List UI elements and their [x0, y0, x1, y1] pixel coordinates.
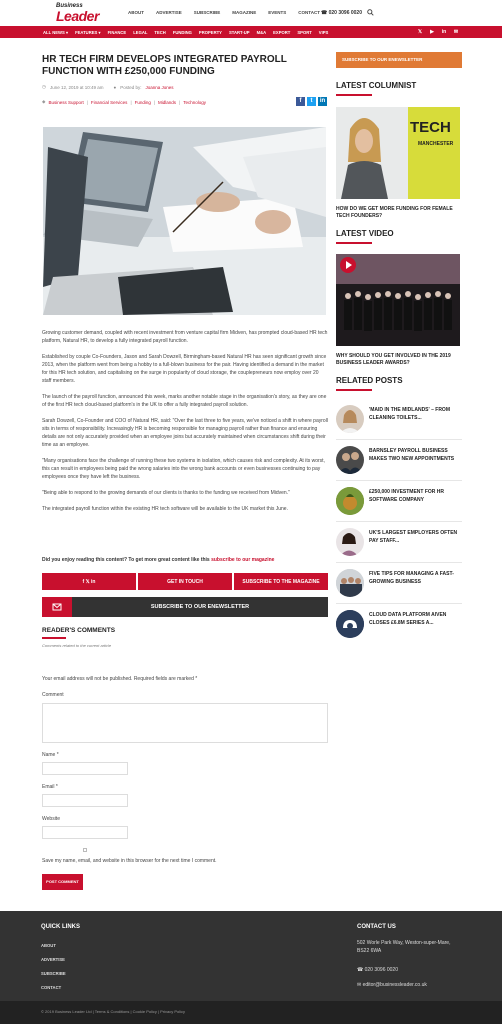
- nav-funding[interactable]: FUNDING: [172, 29, 192, 35]
- columnist-brand-text: TECH: [410, 119, 451, 136]
- top-nav-subscribe[interactable]: SUBSCRIBE: [193, 10, 221, 15]
- get-in-touch-button[interactable]: GET IN TOUCH: [138, 573, 232, 590]
- divider: [336, 439, 462, 440]
- columnist-caption[interactable]: HOW DO WE GET MORE FUNDING FOR FEMALE TECH FOUNDERS?: [336, 206, 453, 219]
- related-post-item[interactable]: [336, 610, 462, 638]
- article-title: HR TECH FIRM DEVELOPS INTEGRATED PAYROLL FUNCTION WITH £250,000 FUNDING: [42, 54, 287, 77]
- related-post-thumbnail: [336, 528, 364, 556]
- article-tags: ◆ Business Support | Financial Services | Funding | Midlands | Technology: [42, 99, 207, 105]
- related-post-title: UK'S LARGEST EMPLOYERS OFTEN PAY STAFF...: [369, 530, 458, 544]
- subscribe-enewsletter-button[interactable]: [42, 597, 328, 617]
- nav-export[interactable]: EXPORT: [273, 29, 291, 35]
- article-meta: [42, 84, 174, 90]
- related-post-item[interactable]: [336, 528, 462, 556]
- search-icon[interactable]: [367, 9, 374, 16]
- nav-sport[interactable]: SPORT: [297, 29, 312, 35]
- comments-heading: READER'S COMMENTS: [42, 627, 116, 634]
- video-caption[interactable]: WHY SHOULD YOU GET INVOLVED IN THE 2019 BUSINESS LEADER AWARDS?: [336, 353, 451, 366]
- related-post-item[interactable]: [336, 446, 462, 474]
- top-bar: [0, 0, 502, 26]
- nav-features[interactable]: FEATURES ▾: [75, 29, 101, 35]
- related-post-thumbnail: [336, 569, 364, 597]
- user-icon: ●: [113, 84, 117, 90]
- tag-financial-services[interactable]: Financial Services: [90, 99, 128, 105]
- comments-subheading: Comments related to the current article: [42, 643, 112, 648]
- cta-buttons: [42, 573, 328, 590]
- subscribe-prompt-text: Did you enjoy reading this content? To get more great content like this: [42, 557, 212, 563]
- article-paragraph: "Being able to respond to the growing demands of our clients is thanks to the funding we received from Midven.": [42, 490, 290, 496]
- nav-all-news[interactable]: ALL NEWS ▾: [43, 29, 69, 35]
- sub-footer: [0, 1001, 502, 1024]
- related-post-item[interactable]: [336, 405, 462, 433]
- contact-us-heading: CONTACT US: [357, 924, 396, 930]
- related-post-thumbnail: [336, 446, 364, 474]
- article-paragraph: Sarah Dowzell, Co-Founder and COO of Natural HR, said: "Over the last three to five years, we've noticed a shift in where payroll sits in terms of responsibility. Increasingly HR is becoming responsible for managing payroll rather than finance and ensuring details are not only accurately provided when an employee joins but accurately maintained when circumstances shift during their time as an employee.: [42, 418, 328, 448]
- website-field[interactable]: [42, 826, 128, 839]
- article-hero-image: [43, 127, 326, 315]
- related-post-thumbnail: [336, 610, 364, 638]
- footer-email[interactable]: ✉ editor@businessleader.co.uk: [357, 982, 427, 988]
- nav-start-up[interactable]: START-UP: [228, 29, 250, 35]
- linkedin-share-icon[interactable]: in: [319, 98, 326, 104]
- nav-vips[interactable]: VIPS: [318, 29, 329, 35]
- related-post-title: £250,000 INVESTMENT FOR HR SOFTWARE COMPANY: [369, 489, 445, 503]
- top-nav-magazine[interactable]: MAGAZINE: [232, 10, 257, 15]
- footer-link-contact[interactable]: CONTACT: [41, 985, 62, 990]
- related-post-title: CLOUD DATA PLATFORM AIVEN CLOSES £6.8M SERIES A...: [369, 612, 447, 626]
- email-field[interactable]: [42, 794, 128, 807]
- twitter-share-icon[interactable]: t: [307, 97, 316, 106]
- top-nav-contact[interactable]: CONTACT: [298, 10, 320, 15]
- related-post-item[interactable]: [336, 487, 462, 515]
- related-post-thumbnail: [336, 405, 364, 433]
- posted-by-label: Posted by:: [120, 84, 142, 90]
- logo-main-text: Leader: [56, 8, 99, 24]
- divider: [336, 562, 462, 563]
- nav-legal[interactable]: LEGAL: [133, 29, 148, 35]
- header-phone[interactable]: ☎ 020 3096 0020: [321, 9, 362, 16]
- site-footer: [0, 911, 502, 1001]
- social-follow-button[interactable]: f 𝕏 in: [42, 573, 136, 590]
- article-paragraph: Growing customer demand, coupled with recent investment from venture capital firm Midven, has prompted cloud-based HR tech platform, Natural HR, to develop a fully integrated payroll function.: [42, 330, 328, 344]
- subscribe-magazine-button[interactable]: SUBSCRIBE TO THE MAGAZINE: [234, 573, 328, 590]
- video-thumbnail[interactable]: [336, 254, 460, 346]
- article-paragraph: Established by couple Co-Founders, Jason and Sarah Dowzell, Birmingham-based Natural HR has seen significant growth since 2013, when the platform went from being a hobby to a full-blown business for the pair. Having identified a demand in the market for this HR tech solution, and capitalising on the surge in popularity of cloud storage, the couplepreneurs now employ over 20 staff members.: [42, 354, 327, 384]
- logo-top-text: Business: [56, 3, 83, 9]
- nav-ma[interactable]: M&A: [256, 29, 267, 35]
- latest-video-heading: LATEST VIDEO: [336, 229, 394, 238]
- subscribe-enewsletter-label: SUBSCRIBE TO OUR ENEWSLETTER: [150, 604, 250, 610]
- heading-underline: [336, 94, 372, 96]
- columnist-brand-sub: MANCHESTER: [418, 141, 454, 147]
- article-body: [42, 329, 328, 521]
- footer-phone[interactable]: ☎ 020 3096 0020: [357, 967, 398, 973]
- article-paragraph: The launch of the payroll function, announced this week, marks another notable stage in the organisation's story, as they are one of the first HR tech cloud-based platform's in the UK to offer a fully integrated payroll solution.: [42, 394, 327, 408]
- name-field[interactable]: [42, 762, 128, 775]
- related-post-title: FIVE TIPS FOR MANAGING A FAST-GROWING BUSINESS: [369, 571, 454, 585]
- email-notice: Your email address will not be published. Required fields are marked *: [42, 676, 198, 682]
- post-comment-button[interactable]: POST COMMENT: [42, 874, 83, 890]
- email-label: Email *: [42, 784, 58, 790]
- latest-columnist-heading: LATEST COLUMNIST: [336, 81, 417, 90]
- nav-finance[interactable]: FINANCE: [107, 29, 127, 35]
- tag-icon: ◆: [42, 99, 46, 104]
- columnist-image[interactable]: [336, 107, 460, 199]
- related-post-title: 'MAID IN THE MIDLANDS' – FROM CLEANING TOILETS...: [369, 407, 450, 421]
- heading-underline: [336, 389, 372, 391]
- category-nav: [0, 26, 502, 38]
- save-info-checkbox[interactable]: [83, 848, 87, 852]
- subscribe-prompt: [42, 557, 328, 563]
- copyright-text: © 2019 Business Leader Ltd | Terms & Conditions | Cookie Policy | Privacy Policy: [41, 1009, 186, 1014]
- tag-midlands[interactable]: Midlands: [158, 99, 177, 105]
- name-label: Name *: [42, 752, 59, 758]
- youtube-icon[interactable]: ▶: [430, 28, 434, 35]
- facebook-share-icon[interactable]: f: [296, 97, 305, 106]
- envelope-icon: [42, 597, 72, 617]
- related-posts-heading: RELATED POSTS: [336, 376, 403, 385]
- divider: [336, 603, 462, 604]
- top-nav-advertise[interactable]: ADVERTISE: [156, 10, 182, 15]
- save-info-label: Save my name, email, and website in this browser for the next time I comment.: [42, 858, 217, 864]
- sidebar-subscribe-banner[interactable]: SUBSCRIBE TO OUR ENEWSLETTER: [336, 52, 462, 68]
- tag-funding[interactable]: Funding: [134, 99, 151, 105]
- calendar-icon: ◷: [42, 84, 46, 89]
- footer-link-subscribe[interactable]: SUBSCRIBE: [41, 971, 66, 976]
- article-paragraph: The integrated payroll function within the existing HR tech software will be available to the UK market this June.: [42, 506, 288, 512]
- tag-technology[interactable]: Technology: [183, 99, 207, 105]
- quick-links-heading: QUICK LINKS: [41, 924, 80, 930]
- related-post-title: BARNSLEY PAYROLL BUSINESS MAKES TWO NEW APPOINTMENTS: [369, 448, 455, 462]
- site-logo[interactable]: [56, 3, 112, 23]
- comment-textarea[interactable]: [42, 703, 328, 743]
- article-date: June 12, 2019 at 10:49 am: [49, 84, 104, 90]
- comment-label: Comment: [42, 692, 64, 698]
- heading-underline: [336, 242, 372, 244]
- top-nav-about[interactable]: ABOUT: [128, 10, 144, 15]
- top-nav-events[interactable]: EVENTS: [268, 10, 287, 15]
- footer-link-advertise[interactable]: ADVERTISE: [41, 957, 65, 962]
- nav-tech[interactable]: TECH: [154, 29, 166, 35]
- twitter-icon[interactable]: 𝕏: [417, 28, 423, 35]
- related-post-thumbnail: [336, 487, 364, 515]
- subscribe-magazine-link[interactable]: subscribe to our magazine: [211, 557, 275, 563]
- share-buttons: [296, 97, 327, 106]
- divider: [336, 480, 462, 481]
- linkedin-icon[interactable]: in: [441, 28, 447, 35]
- heading-underline: [42, 637, 66, 639]
- footer-address: 502 Worle Park Way, Weston-super-Mare, BS22 6WA: [357, 940, 451, 954]
- article-paragraph: "Many organisations face the challenge of running these two systems in isolation, which causes risk and complexity. At its worst, this can result in employees being paid the wrong salaries into the wrong bank accounts or even businesses continuing to pay employees once they have left the business.: [42, 458, 325, 480]
- divider: [336, 521, 462, 522]
- related-post-item[interactable]: [336, 569, 462, 597]
- email-icon[interactable]: ✉: [453, 28, 459, 35]
- article-author[interactable]: Joanna Jones: [145, 84, 174, 90]
- nav-property[interactable]: PROPERTY: [198, 29, 222, 35]
- website-label: Website: [42, 816, 60, 822]
- footer-link-about[interactable]: ABOUT: [41, 943, 56, 948]
- top-nav: [128, 10, 332, 15]
- tag-business-support[interactable]: Business Support: [48, 99, 84, 105]
